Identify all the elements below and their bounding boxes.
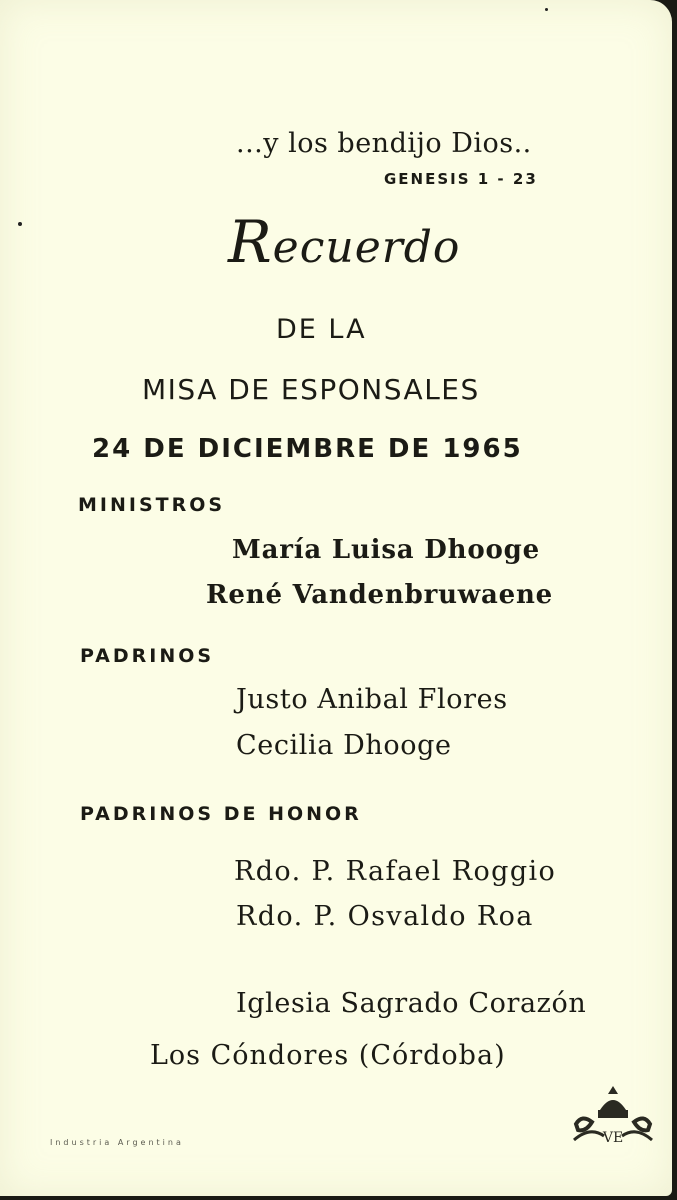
church-name: Iglesia Sagrado Corazón — [236, 988, 587, 1019]
honor-godparent-name: Rdo. P. Rafael Roggio — [234, 856, 557, 887]
godparent-name: Justo Anibal Flores — [236, 684, 508, 715]
honor-godparent-name: Rdo. P. Osvaldo Roa — [236, 901, 534, 932]
ceremony-date: 24 DE DICIEMBRE DE 1965 — [92, 434, 523, 464]
ministros-heading: MINISTROS — [78, 494, 226, 516]
subtitle-misa: MISA DE ESPONSALES — [142, 373, 480, 406]
bible-quote: ...y los bendijo Dios.. — [236, 128, 532, 159]
minister-name: René Vandenbruwaene — [206, 580, 554, 610]
publisher-logo-icon — [570, 1084, 656, 1148]
imprint-text: Industria Argentina — [50, 1138, 184, 1147]
logo-text: VE — [602, 1130, 624, 1146]
honor-godparents-heading: PADRINOS DE HONOR — [80, 803, 362, 825]
padrinos-heading: PADRINOS — [80, 645, 215, 667]
godparent-name: Cecilia Dhooge — [236, 730, 452, 761]
speck — [18, 222, 22, 226]
city-name: Los Cóndores (Córdoba) — [150, 1040, 506, 1071]
card-title-rest: ecuerdo — [272, 222, 461, 273]
minister-name: María Luisa Dhooge — [232, 535, 540, 565]
bible-citation: GENESIS 1 - 23 — [384, 170, 538, 188]
card-title-capital: R — [228, 208, 273, 276]
speck — [545, 8, 548, 11]
subtitle-de-la: DE LA — [276, 314, 367, 345]
card-title — [228, 208, 461, 276]
